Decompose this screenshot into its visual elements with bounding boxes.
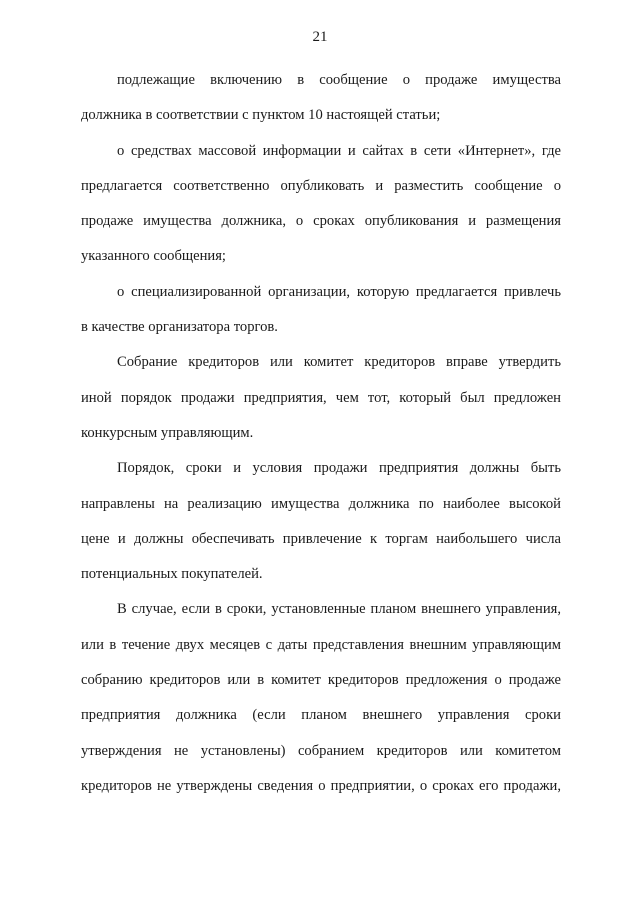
text-line: Порядок, сроки и условия продажи предприятия должны быть xyxy=(117,460,561,477)
text-line: Собрание кредиторов или комитет кредиторов вправе утвердить xyxy=(117,354,561,371)
text-line: или в течение двух месяцев с даты представления внешним управляющим xyxy=(81,636,561,653)
text-line: должника в соответствии с пунктом 10 настоящей статьи; xyxy=(81,107,441,124)
text-line: цене и должны обеспечивать привлечение к торгам наибольшего числа xyxy=(81,530,561,547)
text-line: направлены на реализацию имущества должника по наиболее высокой xyxy=(81,495,561,512)
text-line: иной порядок продажи предприятия, чем тот, который был предложен xyxy=(81,389,561,406)
document-body xyxy=(81,63,561,804)
text-line: кредиторов не утверждены сведения о предприятии, о сроках его продажи, xyxy=(81,777,561,794)
text-line: В случае, если в сроки, установленные планом внешнего управления, xyxy=(117,601,561,618)
text-line: о специализированной организации, которую предлагается привлечь xyxy=(117,283,561,300)
text-line: конкурсным управляющим. xyxy=(81,424,254,441)
text-line: указанного сообщения; xyxy=(81,248,226,265)
text-line: предприятия должника (если планом внешнего управления сроки xyxy=(81,707,561,724)
text-line: продаже имущества должника, о сроках опубликования и размещения xyxy=(81,213,561,230)
text-line: собранию кредиторов или в комитет кредиторов предложения о продаже xyxy=(81,672,561,689)
page-number: 21 xyxy=(312,29,328,45)
text-line: о средствах массовой информации и сайтах в сети «Интернет», где xyxy=(117,142,561,159)
text-line: предлагается соответственно опубликовать и разместить сообщение о xyxy=(81,177,561,194)
text-line: утверждения не установлены) собранием кредиторов или комитетом xyxy=(81,742,561,759)
text-line: потенциальных покупателей. xyxy=(81,566,263,583)
text-line: в качестве организатора торгов. xyxy=(81,319,278,336)
text-line: подлежащие включению в сообщение о продаже имущества xyxy=(117,72,561,88)
